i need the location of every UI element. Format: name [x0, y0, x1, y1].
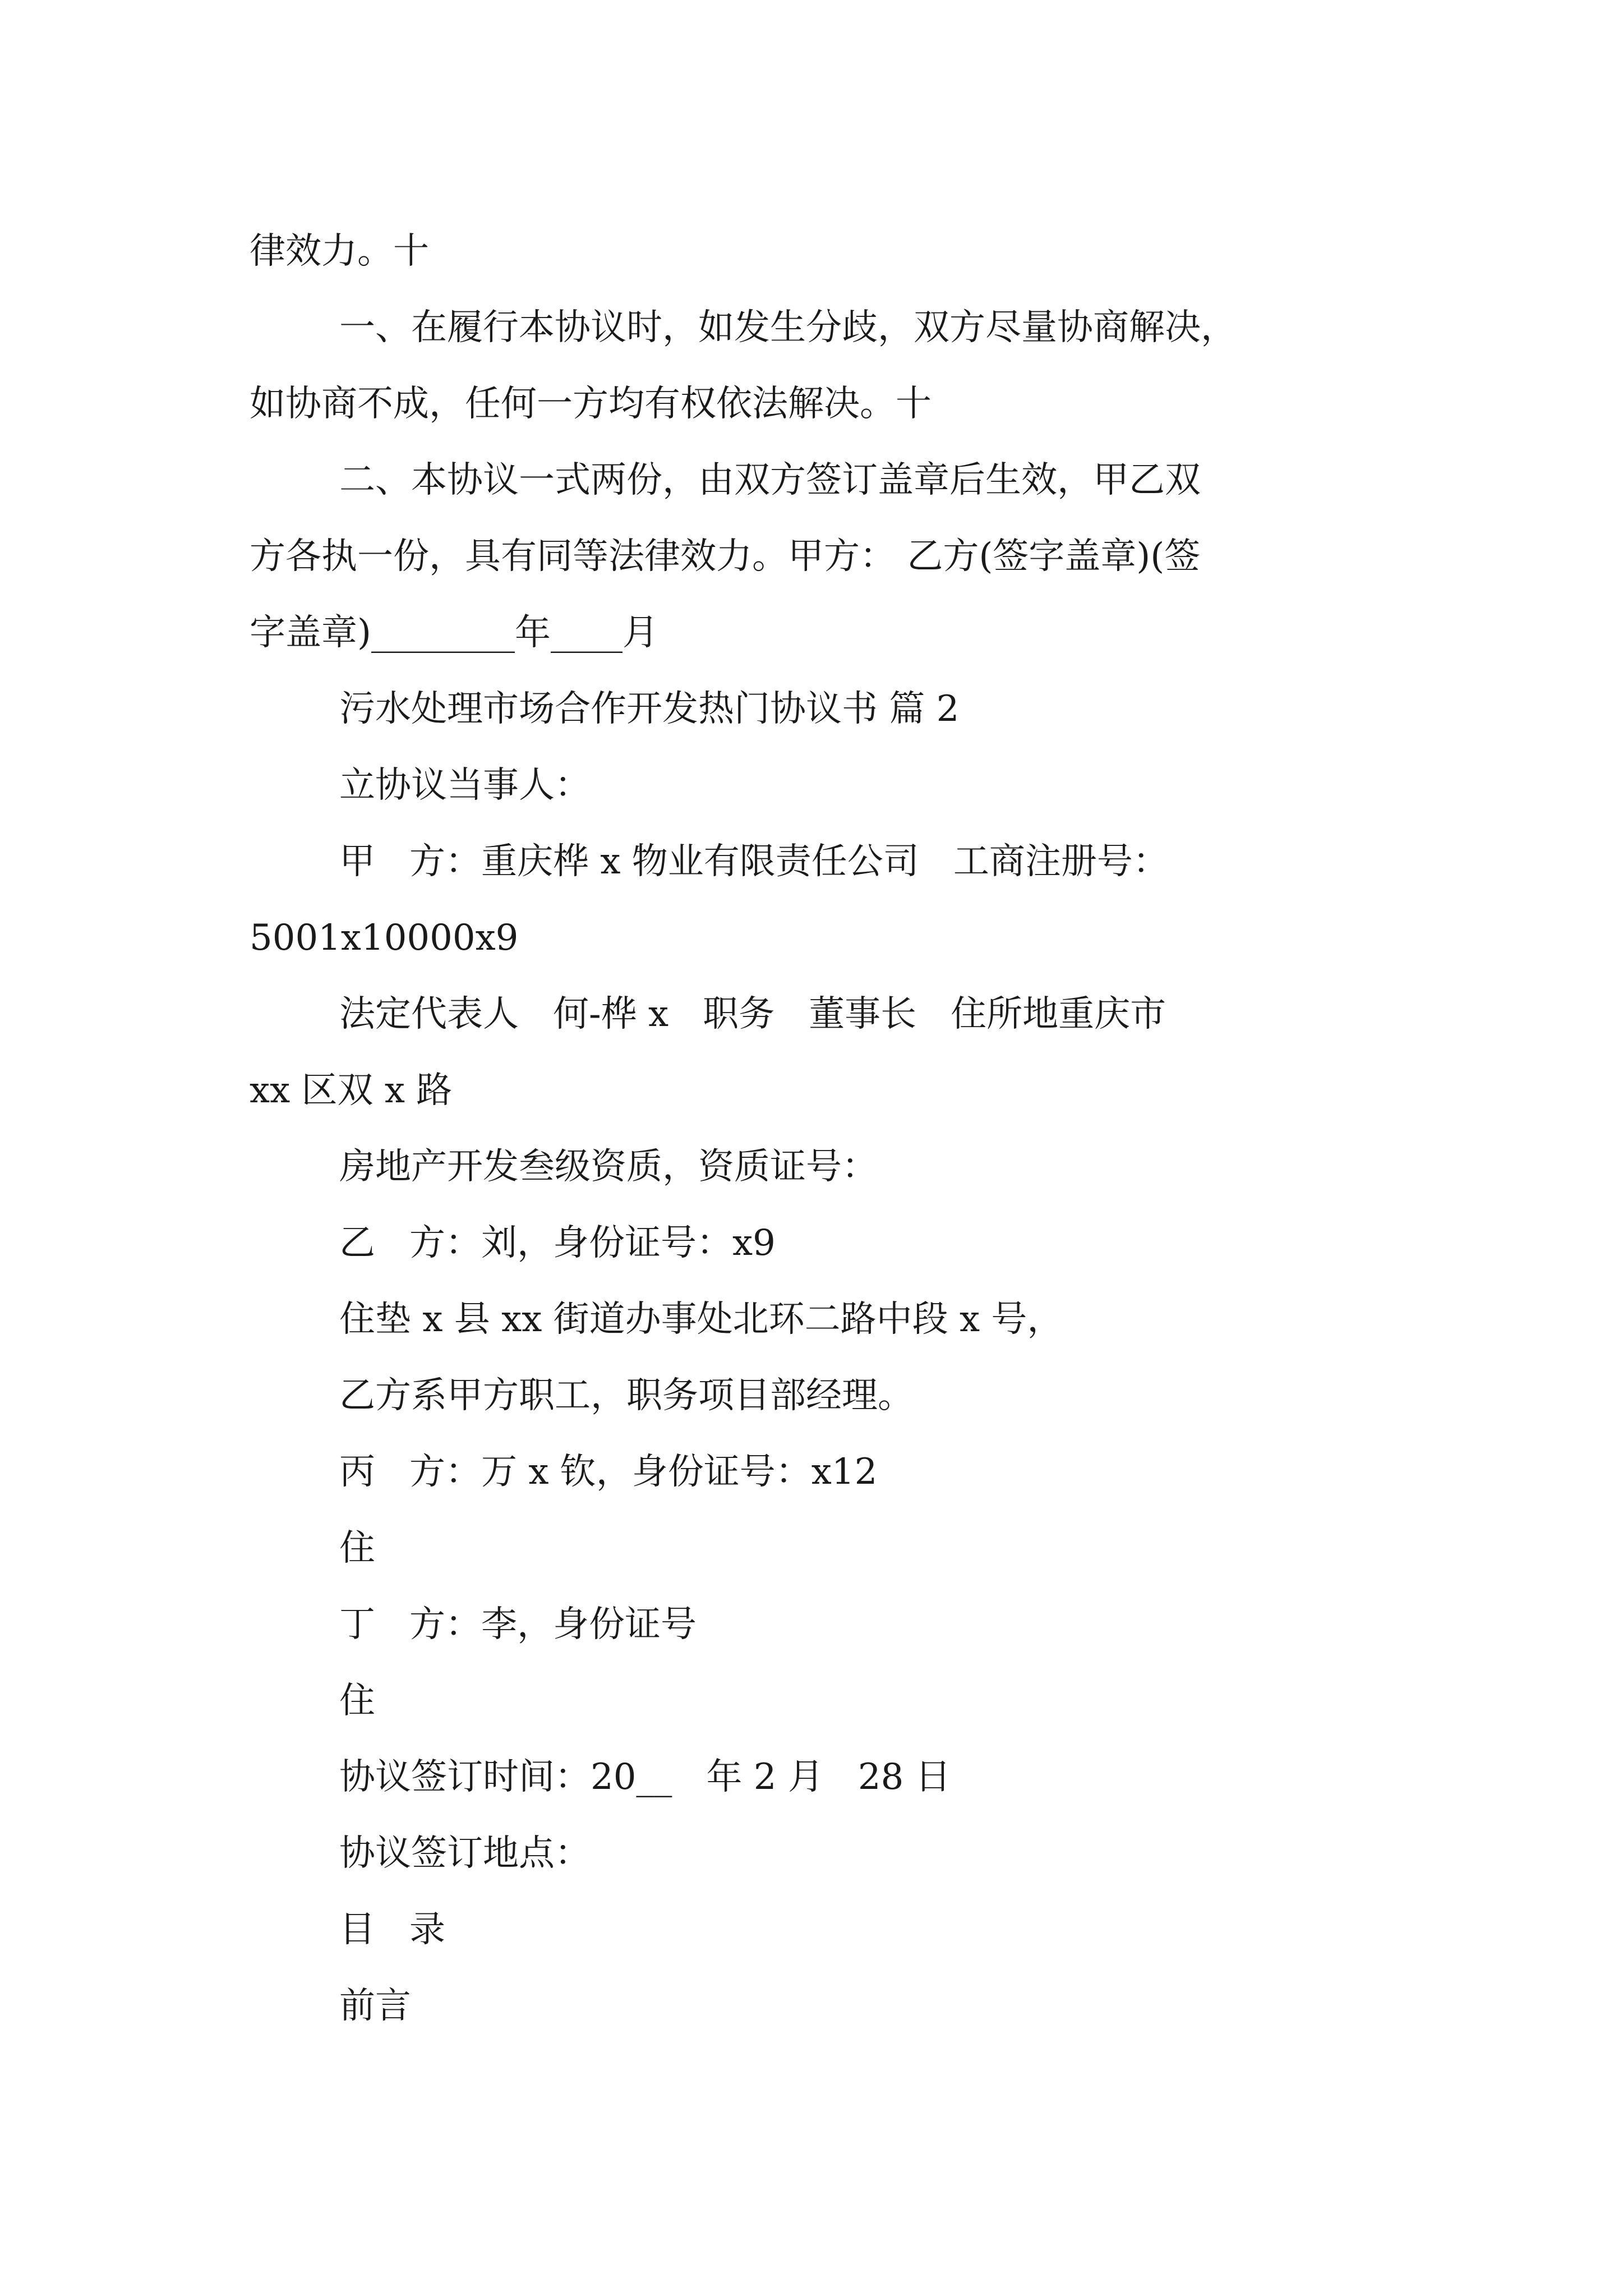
text-line: 一、在履行本协议时，如发生分歧，双方尽量协商解决， [339, 307, 1237, 348]
text-line: xx 区双 x 路 [250, 1070, 453, 1111]
text-line: 协议签订时间：20__ 年 2 月 28 日 [339, 1756, 951, 1798]
text-line: 住 [339, 1527, 375, 1569]
text-line: 房地产开发叁级资质，资质证号： [339, 1146, 878, 1188]
text-line: 立协议当事人： [339, 765, 591, 806]
text-line: 丙 方：万 x 钦，身份证号：x12 [339, 1451, 878, 1493]
text-line: 丁 方：李，身份证号 [339, 1604, 697, 1645]
text-line: 协议签订地点： [339, 1833, 591, 1874]
text-line: 乙方系甲方职工，职务项目部经理。 [339, 1375, 914, 1416]
text-line: 甲 方：重庆桦 x 物业有限责任公司 工商注册号： [339, 841, 1169, 882]
text-line: 5001x10000x9 [250, 917, 519, 959]
text-line: 乙 方：刘，身份证号：x9 [339, 1222, 776, 1264]
section-title: 污水处理市场合作开发热门协议书 篇 2 [339, 688, 960, 730]
text-line: 前言 [339, 1985, 411, 2027]
text-line: 住 [339, 1680, 375, 1722]
text-line: 字盖章)________年____月 [250, 612, 658, 654]
text-line: 律效力。十 [250, 231, 429, 272]
text-line: 二、本协议一式两份，由双方签订盖章后生效，甲乙双 [339, 459, 1201, 501]
text-line: 法定代表人 何-桦 x 职务 董事长 住所地重庆市 [339, 993, 1166, 1035]
document-page [250, 213, 1388, 2044]
toc-heading: 目 录 [339, 1909, 446, 1950]
text-line: 如协商不成，任何一方均有权依法解决。十 [250, 383, 932, 425]
text-line: 方各执一份，具有同等法律效力。甲方： 乙方(签字盖章)(签 [250, 536, 1201, 577]
text-line: 住垫 x 县 xx 街道办事处北环二路中段 x 号， [339, 1299, 1063, 1340]
